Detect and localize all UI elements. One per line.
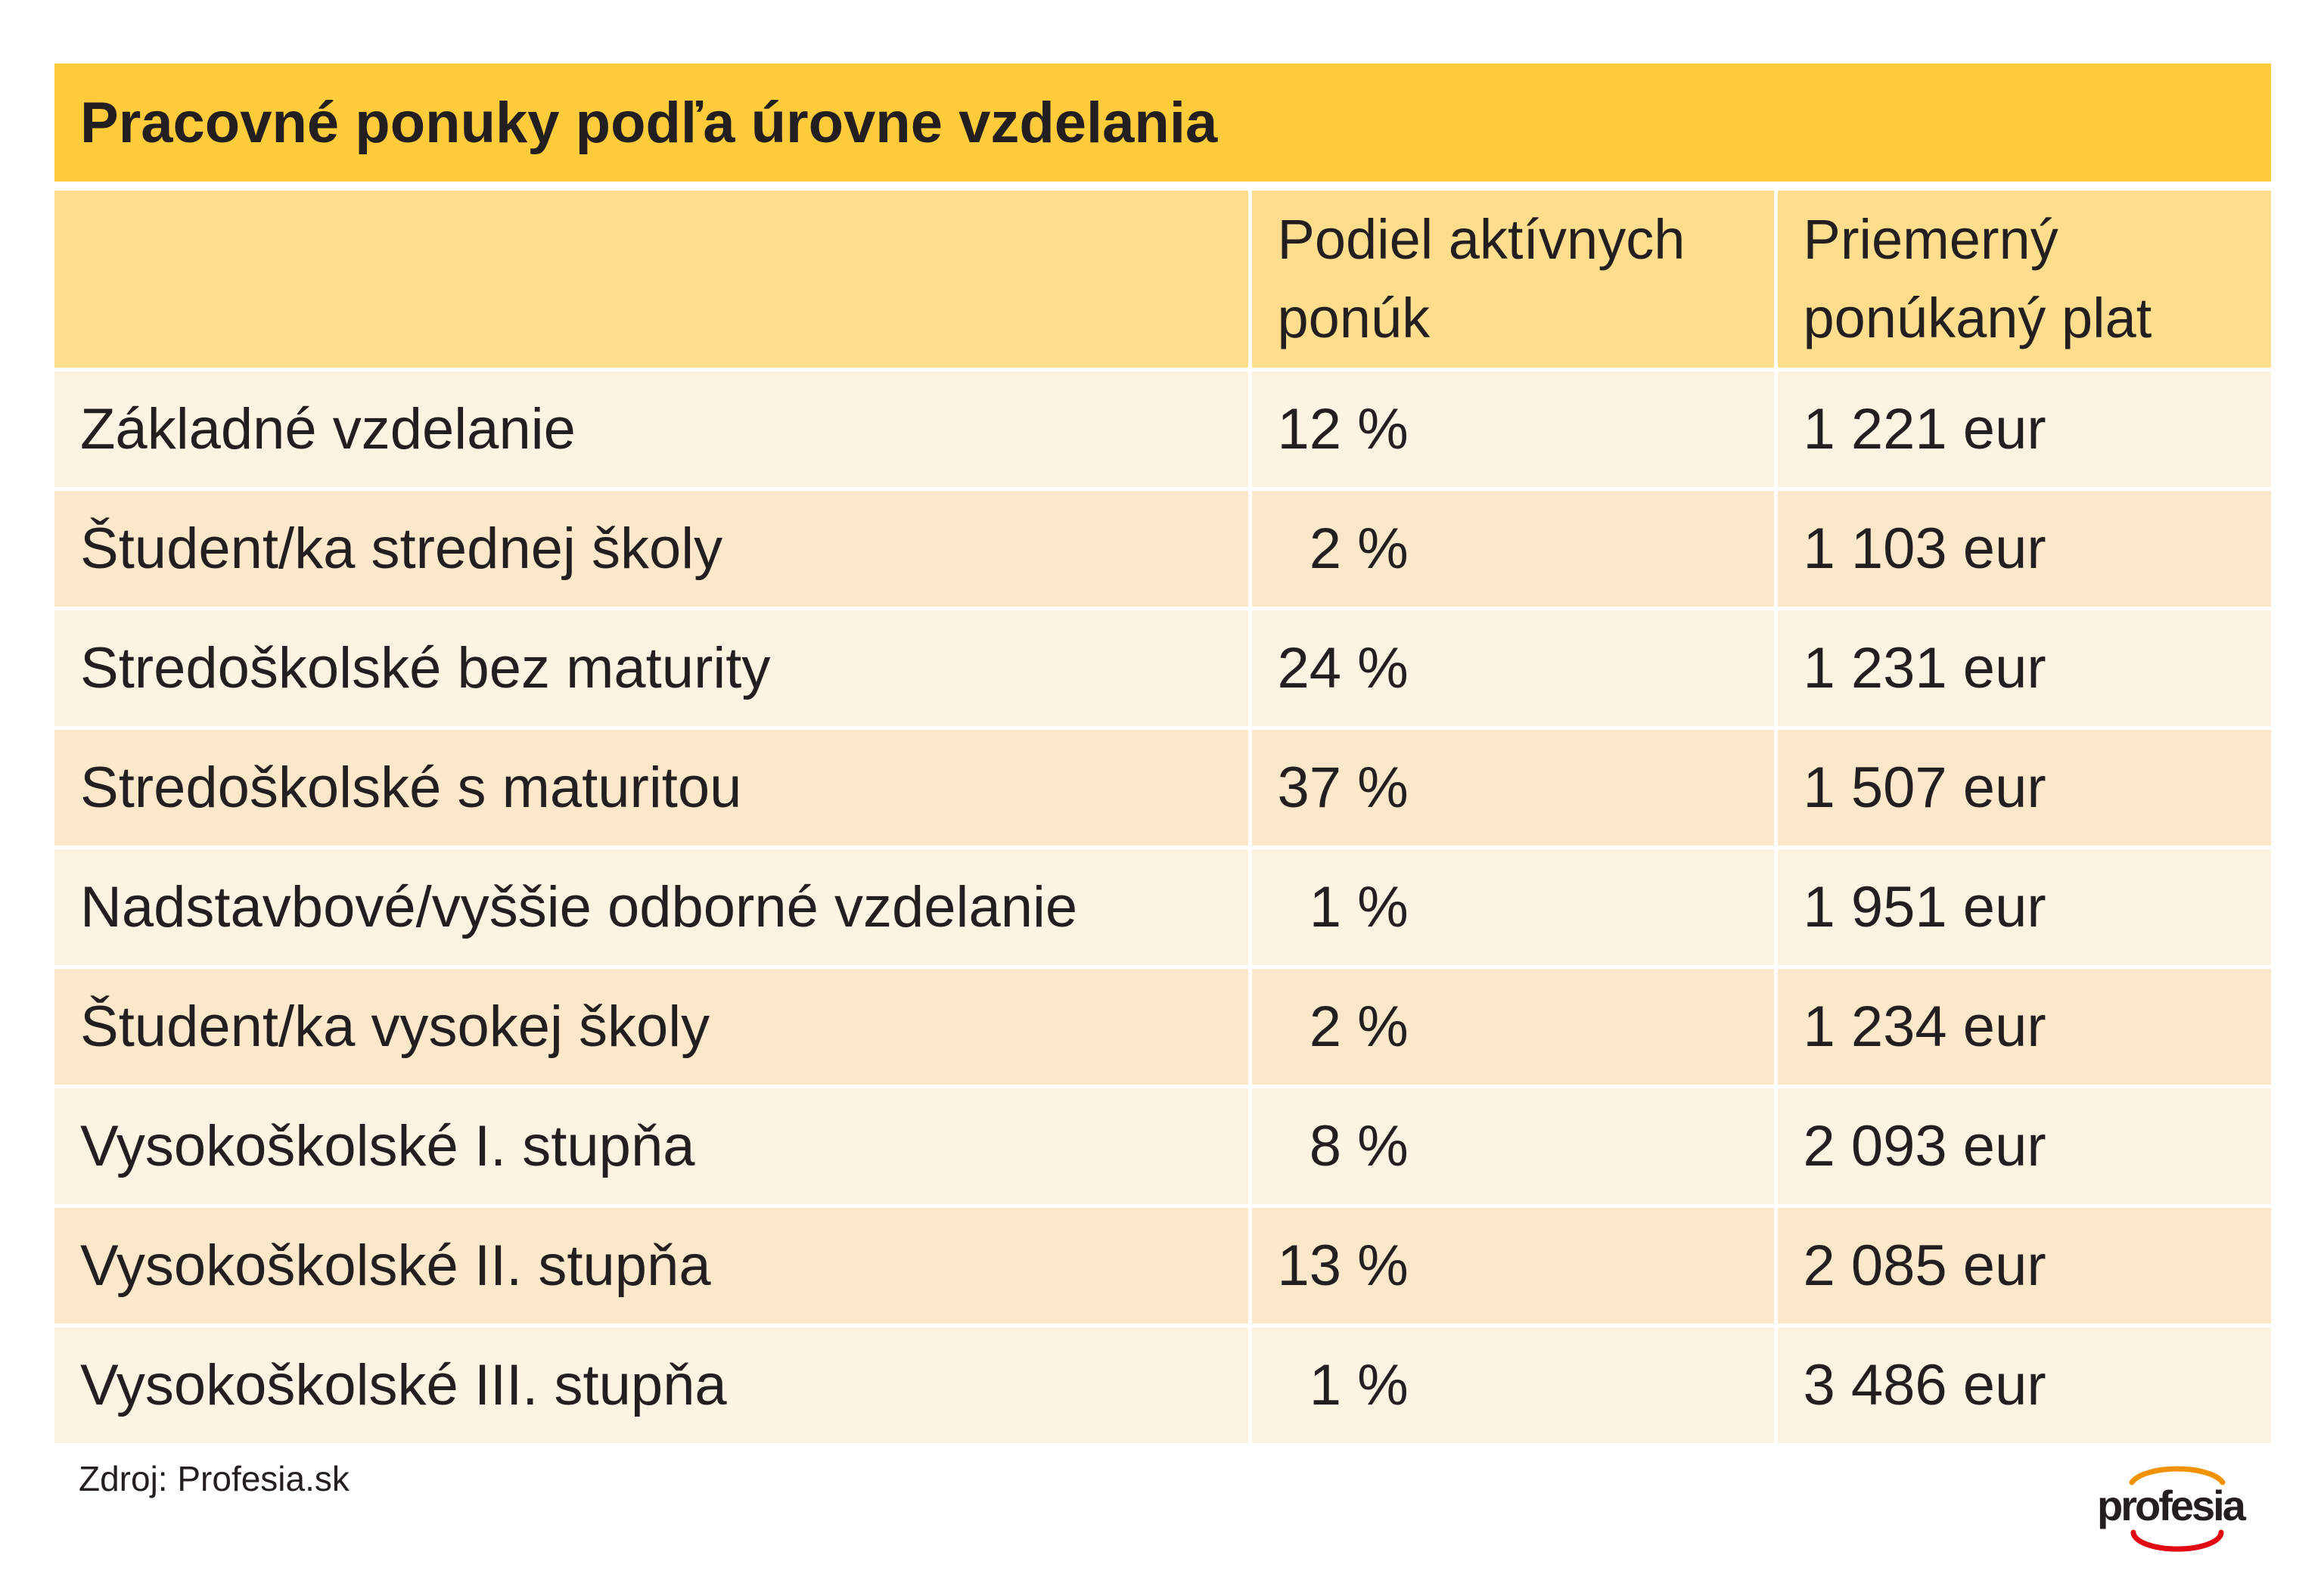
- table-row: [54, 489, 2271, 608]
- row-label: Študent/ka strednej školy: [54, 489, 1250, 608]
- row-label: Stredoškolské s maturitou: [54, 728, 1250, 847]
- row-salary: 3 486 eur: [1776, 1325, 2271, 1445]
- header-share-line2: ponúk: [1277, 286, 1431, 349]
- header-salary-line1: Priemerný: [1803, 207, 2058, 271]
- header-cell-salary: [1776, 191, 2271, 369]
- education-job-offers-table: [54, 191, 2271, 1447]
- table-title: Pracovné ponuky podľa úrovne vzdelania: [80, 90, 1218, 155]
- row-share: 2 %: [1250, 489, 1776, 608]
- source-note: Zdroj: Profesia.sk: [79, 1459, 350, 1498]
- table-row: [54, 369, 2271, 489]
- row-label: Nadstavbové/vyššie odborné vzdelanie: [54, 847, 1250, 967]
- row-label: Základné vzdelanie: [54, 369, 1250, 489]
- table-row: [54, 967, 2271, 1086]
- header-salary-line2: ponúkaný plat: [1803, 286, 2152, 349]
- row-label: Vysokoškolské II. stupňa: [54, 1206, 1250, 1325]
- row-share: 13 %: [1250, 1206, 1776, 1325]
- row-salary: 1 951 eur: [1776, 847, 2271, 967]
- row-salary: 2 085 eur: [1776, 1206, 2271, 1325]
- row-label: Študent/ka vysokej školy: [54, 967, 1250, 1086]
- header-share-line1: Podiel aktívnych: [1277, 207, 1686, 271]
- row-share: 1 %: [1250, 1325, 1776, 1445]
- row-share: 12 %: [1250, 369, 1776, 489]
- table-row: [54, 847, 2271, 967]
- title-bar: [54, 64, 2271, 182]
- row-share: 1 %: [1250, 847, 1776, 967]
- row-label: Stredoškolské bez maturity: [54, 608, 1250, 728]
- table-row: [54, 608, 2271, 728]
- row-salary: 2 093 eur: [1776, 1086, 2271, 1206]
- row-share: 24 %: [1250, 608, 1776, 728]
- table-header-row: [54, 191, 2271, 369]
- row-label: Vysokoškolské III. stupňa: [54, 1325, 1250, 1445]
- table-row: [54, 1325, 2271, 1445]
- table-row: [54, 1086, 2271, 1206]
- row-salary: 1 231 eur: [1776, 608, 2271, 728]
- row-label: Vysokoškolské I. stupňa: [54, 1086, 1250, 1206]
- header-cell-share: [1250, 191, 1776, 369]
- row-salary: 1 221 eur: [1776, 369, 2271, 489]
- table-row: [54, 728, 2271, 847]
- row-share: 2 %: [1250, 967, 1776, 1086]
- row-salary: 1 103 eur: [1776, 489, 2271, 608]
- table-row: [54, 1206, 2271, 1325]
- table-figure: [54, 64, 2271, 1447]
- table-body: [54, 369, 2271, 1445]
- logo-arc-bottom: [2133, 1532, 2221, 1549]
- logo-wordmark: profesia: [2097, 1482, 2244, 1529]
- row-share: 8 %: [1250, 1086, 1776, 1206]
- row-salary: 1 507 eur: [1776, 728, 2271, 847]
- row-salary: 1 234 eur: [1776, 967, 2271, 1086]
- row-share: 37 %: [1250, 728, 1776, 847]
- header-cell-label: [54, 191, 1250, 369]
